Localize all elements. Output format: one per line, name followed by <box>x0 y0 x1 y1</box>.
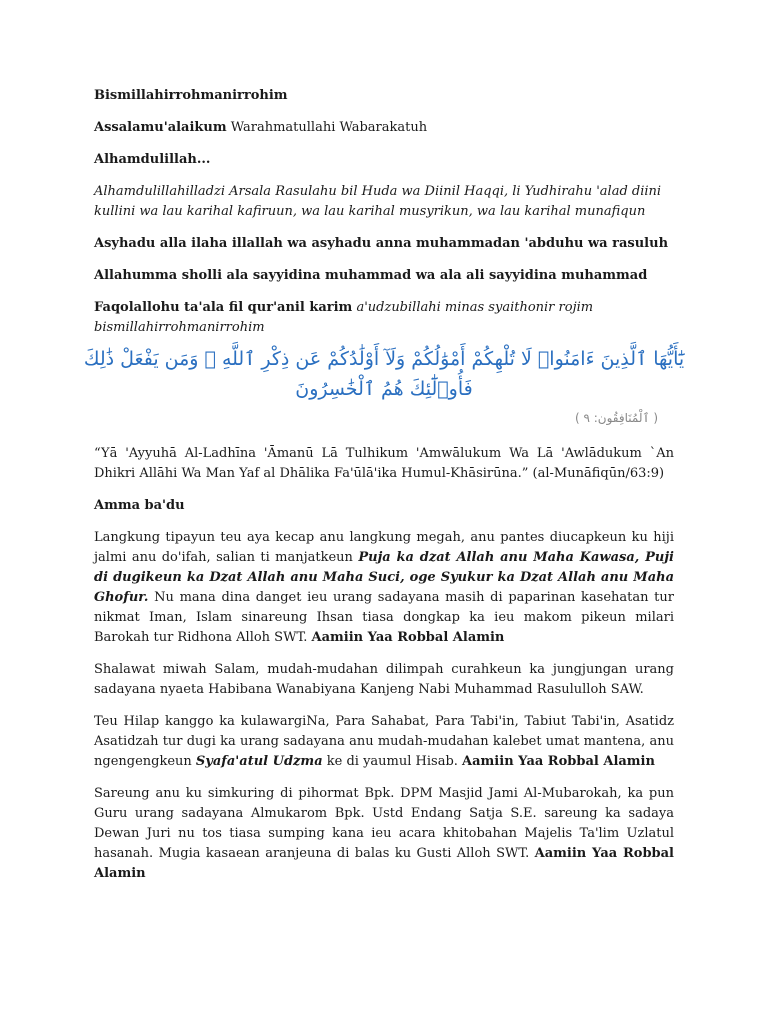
document-body <box>83 86 685 896</box>
opening-text-2: Nu mana dina danget ieu urang sadayana masih di paparinan kasehatan tur nikmat Iman, Islam sinareung Ihsan tiasa dongkap ka ieu makom pikeun milari Barokah tur Ridhona Alloh SWT. <box>94 590 674 645</box>
quran-intro <box>94 298 674 338</box>
arabic-verse-reference: ( ٱلْمُنَافِقُون: ٩ ) <box>574 411 658 425</box>
arabic-verse: يَٰٓأَيُّهَا ٱلَّذِينَ ءَامَنُوا۟ لَا تُلْهِكُمْ أَمْوَٰلُكُمْ وَلَآ أَوْلَٰدُكُمْ عَن ذِكْرِ ٱللَّهِ ۚ وَمَن يَفْعَلْ ذَٰلِكَ فَأُو۟لَٰٓئِكَ هُمُ ٱلْخَٰسِرُونَ <box>83 348 685 400</box>
respect-paragraph <box>94 784 674 884</box>
opening-text-1: Langkung tipayun teu aya kecap anu langkung megah, anu pantes diucapkeun ku hiji jalmi anu do'ifah, salian ti manjatkeun <box>94 530 674 565</box>
quran-intro-bold: Faqolallohu ta'ala fil qur'anil karim <box>94 300 353 315</box>
opening-amin: Aamiin Yaa Robbal Alamin <box>311 630 505 645</box>
greeting-bold: Assalamu'alaikum <box>94 120 227 135</box>
verse-transliteration: “Yā 'Ayyuhā Al-Ladhīna 'Āmanū Lā Tulhikum 'Amwālukum Wa Lā 'Awlādukum `An Dhikri Allāhi Wa Man Yaf al Dhālika Fa'ūlā'ika Humul-Khāsirūna.” (al-Munāfiqūn/63:9) <box>94 446 674 481</box>
respect-text: Sareung anu ku simkuring di pihormat Bpk. DPM Masjid Jami Al-Mubarokah, ka pun Guru urang sadayana Almukarom Bpk. Ustd Endang Satja S.E. sareung ka sadaya Dewan Juri nu tos tiasa sumping kana ieu acara khitobahan Majelis Ta'lim Uzlatul hasanah. Mugia kasaean aranjeuna di balas ku Gusti Alloh SWT. <box>94 786 674 861</box>
amma-badu-heading: Amma ba'du <box>94 498 185 513</box>
quran-intro-italic: a'udzubillahi minas syaithonir rojim bismillahirrohmanirrohim <box>94 300 594 335</box>
shahada-line: Asyhadu alla ilaha illallah wa asyhadu anna muhammadan 'abduhu wa rasuluh <box>94 236 669 251</box>
shalawat-line: Allahumma sholli ala sayyidina muhammad wa ala ali sayyidina muhammad <box>94 268 648 283</box>
respect-amin: Aamiin Yaa Robbal Alamin <box>94 846 674 881</box>
opening-prayer: Alhamdulillahilladzi Arsala Rasulahu bil Huda wa Diinil Haqqi, li Yudhirahu 'alad diini kullini wa lau karihal kafiruun, wa lau karihal musyrikun, wa lau karihal munafiqun <box>94 184 662 219</box>
opening-praise: Puja ka dzat Allah anu Maha Kawasa, Puji di dugikeun ka Dzat Allah anu Maha Suci, oge Syukur ka Dzat Allah anu Maha Ghofur. <box>94 550 674 605</box>
salawat-paragraph: Shalawat miwah Salam, mudah-mudahan dilimpah curahkeun ka jungjungan urang sadayana nyaeta Habibana Wanabiyana Kanjeng Nabi Muhammad Rasululloh SAW. <box>94 662 674 697</box>
family-paragraph <box>94 712 674 772</box>
family-amin: Aamiin Yaa Robbal Alamin <box>462 754 655 769</box>
hamdalah-heading: Alhamdulillah... <box>94 152 211 167</box>
family-text-2: ke di yaumul Hisab. <box>322 754 463 769</box>
greeting-rest: Warahmatullahi Wabarakatuh <box>226 120 428 135</box>
family-syafaat: Syafa'atul Udzma <box>195 754 323 769</box>
opening-paragraph <box>94 528 674 648</box>
greeting-paragraph <box>94 118 674 138</box>
family-text-1: Teu Hilap kanggo ka kulawargiNa, Para Sahabat, Para Tabi'in, Tabiut Tabi'in, Asatidz Asatidzah tur dugi ka urang sadayana anu mudah-mudahan kalebet umat mantena, anu ngengengkeun <box>94 714 674 769</box>
basmala-heading: Bismillahirrohmanirrohim <box>94 88 288 103</box>
